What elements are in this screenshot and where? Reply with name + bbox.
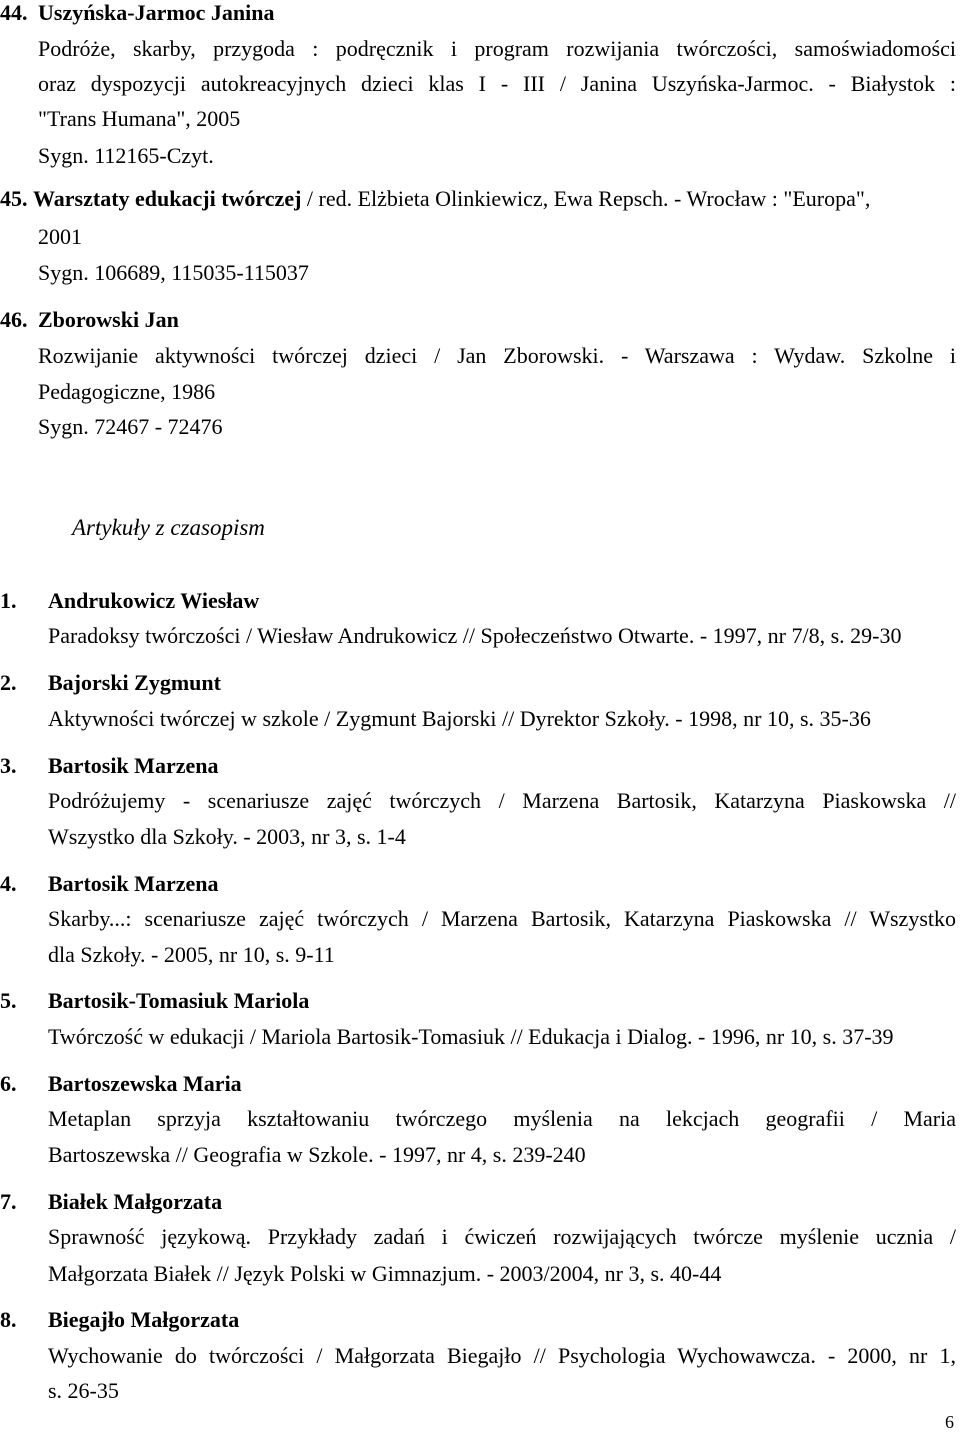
entry-number: 2. bbox=[0, 670, 17, 695]
entry-text-line: Bartoszewska // Geografia w Szkole. - 1997, nr 4, s. 239-240 bbox=[48, 1142, 586, 1167]
entry-text-line: Pedagogiczne, 1986 bbox=[38, 379, 216, 404]
entry-text-line: "Trans Humana", 2005 bbox=[38, 106, 241, 131]
entry-author: Zborowski Jan bbox=[38, 307, 179, 332]
entry-text-line: Małgorzata Białek // Język Polski w Gimnazjum. - 2003/2004, nr 3, s. 40-44 bbox=[48, 1261, 722, 1286]
page-number: 6 bbox=[945, 1412, 954, 1432]
entry-number: 4. bbox=[0, 871, 17, 896]
entry-text-line: Skarby...: scenariusze zajęć twórczych / Marzena Bartosik, Katarzyna Piaskowska // Wszystko bbox=[48, 906, 956, 931]
entry-heading-line bbox=[0, 186, 870, 212]
entry-author: Białek Małgorzata bbox=[48, 1189, 223, 1214]
entry-title: Warsztaty edukacji twórczej bbox=[33, 186, 302, 211]
entry-call-number: Sygn. 72467 - 72476 bbox=[38, 414, 223, 439]
entry-text-line: Rozwijanie aktywności twórczej dzieci / Jan Zborowski. - Warszawa : Wydaw. Szkolne i bbox=[38, 343, 956, 368]
entry-number: 3. bbox=[0, 753, 17, 778]
entry-text-line: Sprawność językową. Przykłady zadań i ćwiczeń rozwijających twórcze myślenie ucznia / bbox=[48, 1224, 956, 1249]
entry-text-line: Metaplan sprzyja kształtowaniu twórczego myślenia na lekcjach geografii / Maria bbox=[48, 1106, 956, 1131]
entry-number: 1. bbox=[0, 588, 17, 613]
entry-number: 44. bbox=[0, 0, 28, 25]
entry-call-number: Sygn. 106689, 115035-115037 bbox=[38, 260, 309, 285]
entry-author: Bartosik Marzena bbox=[48, 871, 219, 896]
entry-author: Bajorski Zygmunt bbox=[48, 670, 221, 695]
entry-text-line: Aktywności twórczej w szkole / Zygmunt Bajorski // Dyrektor Szkoły. - 1998, nr 10, s. 35-36 bbox=[48, 706, 871, 731]
entry-author: Bartosik Marzena bbox=[48, 753, 219, 778]
entry-text-line: Twórczość w edukacji / Mariola Bartosik-Tomasiuk // Edukacja i Dialog. - 1996, nr 10, s. 37-39 bbox=[48, 1024, 894, 1049]
entry-number: 5. bbox=[0, 988, 17, 1013]
entry-number: 45. bbox=[0, 186, 28, 211]
entry-text-line: dla Szkoły. - 2005, nr 10, s. 9-11 bbox=[48, 942, 335, 967]
section-heading: Artykuły z czasopism bbox=[72, 515, 265, 540]
entry-number: 46. bbox=[0, 307, 28, 332]
entry-author: Bartosik-Tomasiuk Mariola bbox=[48, 988, 310, 1013]
entry-text-line: Wszystko dla Szkoły. - 2003, nr 3, s. 1-4 bbox=[48, 824, 406, 849]
entry-number: 8. bbox=[0, 1307, 17, 1332]
entry-text-line: s. 26-35 bbox=[48, 1378, 119, 1403]
entry-text-line: Podróżujemy - scenariusze zajęć twórczych / Marzena Bartosik, Katarzyna Piaskowska // bbox=[48, 788, 956, 813]
entry-number: 7. bbox=[0, 1189, 17, 1214]
entry-number: 6. bbox=[0, 1071, 17, 1096]
entry-author: Uszyńska-Jarmoc Janina bbox=[38, 0, 275, 25]
entry-call-number: Sygn. 112165-Czyt. bbox=[38, 143, 214, 168]
entry-author: Bartoszewska Maria bbox=[48, 1071, 242, 1096]
entry-rest: / red. Elżbieta Olinkiewicz, Ewa Repsch. - Wrocław : "Europa", bbox=[301, 186, 871, 211]
entry-text-line: oraz dyspozycji autokreacyjnych dzieci klas I - III / Janina Uszyńska-Jarmoc. - Białystok : bbox=[38, 71, 956, 96]
entry-text-line: Wychowanie do twórczości / Małgorzata Biegajło // Psychologia Wychowawcza. - 2000, nr 1, bbox=[48, 1343, 956, 1368]
entry-author: Biegajło Małgorzata bbox=[48, 1307, 240, 1332]
entry-text-line: Paradoksy twórczości / Wiesław Andrukowicz // Społeczeństwo Otwarte. - 1997, nr 7/8, s. 29-30 bbox=[48, 623, 902, 648]
entry-author: Andrukowicz Wiesław bbox=[48, 588, 260, 613]
entry-text-line: 2001 bbox=[38, 224, 82, 249]
entry-text-line: Podróże, skarby, przygoda : podręcznik i program rozwijania twórczości, samoświadomości bbox=[38, 36, 956, 61]
